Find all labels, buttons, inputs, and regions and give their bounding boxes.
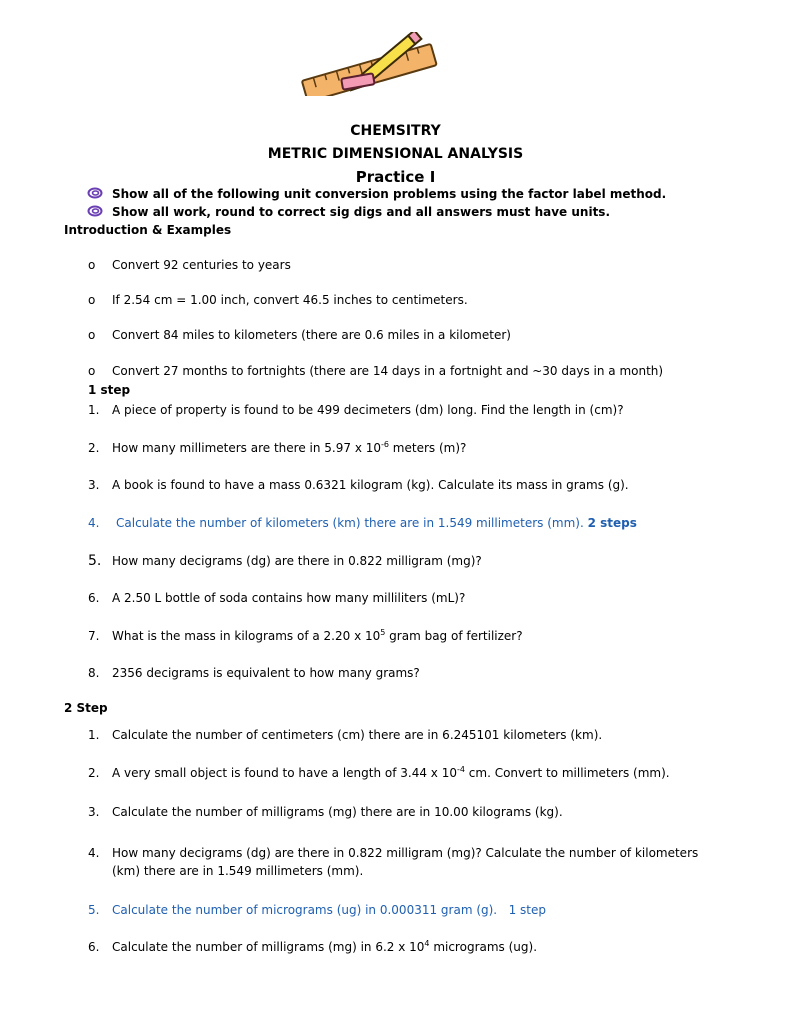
page-title: CHEMSITRY — [350, 123, 441, 139]
one-step-heading: 1 step — [88, 383, 131, 397]
instruction-2 — [87, 205, 610, 219]
page-subtitle: METRIC DIMENSIONAL ANALYSIS — [267, 146, 524, 162]
swirl-bullet-icon — [87, 187, 103, 199]
ruler-pencil-clipart — [296, 32, 442, 96]
swirl-bullet-icon — [87, 205, 103, 217]
step-tag: 1 step — [508, 903, 546, 917]
step-tag: 2 steps — [587, 516, 637, 530]
two-step-heading: 2 Step — [64, 701, 108, 715]
instruction-1-text: Show all of the following unit conversion problems using the factor label method. — [112, 187, 667, 201]
instruction-1 — [87, 187, 666, 201]
intro-heading: Introduction & Examples — [64, 223, 232, 237]
instruction-2-text: Show all work, round to correct sig digs and all answers must have units. — [112, 205, 611, 219]
question-item-continued: (km) there are in 1.549 millimeters (mm). — [112, 864, 364, 878]
practice-label: Practice I — [355, 168, 436, 186]
